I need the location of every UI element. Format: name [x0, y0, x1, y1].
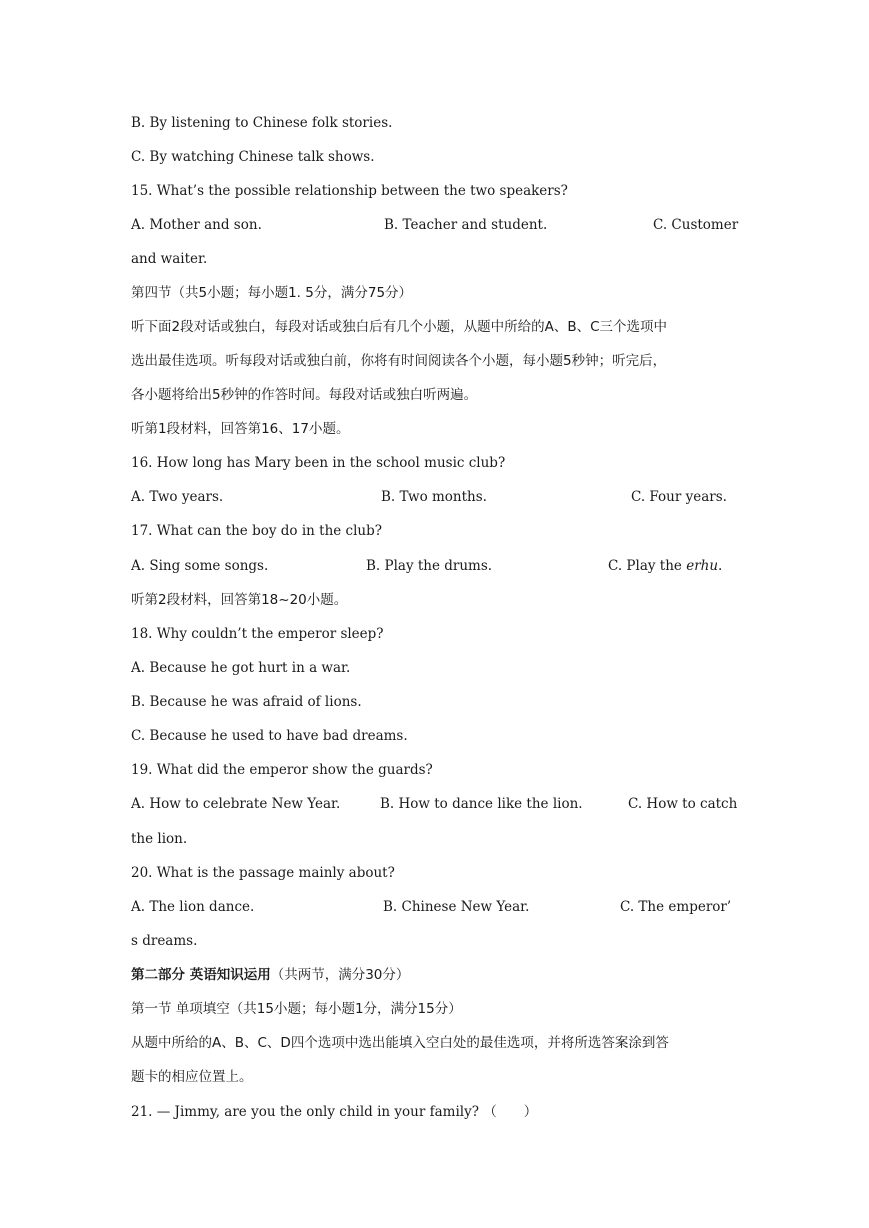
question-18: 18. Why couldn’t the emperor sleep?	[131, 626, 384, 642]
section-4-title: 第四节（共5小题；每小题1. 5分，满分75分）	[131, 285, 413, 301]
part-2-scoring: （共两节，满分30分）	[270, 967, 410, 983]
q19-option-c: C. How to catch	[628, 796, 738, 812]
section-4-instructions-3: 各小题将给出5秒钟的作答时间。每段对话或独白听两遍。	[131, 387, 478, 403]
q18-option-b: B. Because he was afraid of lions.	[131, 694, 362, 710]
question-16: 16. How long has Mary been in the school music club?	[131, 455, 506, 471]
q20-option-b: B. Chinese New Year.	[383, 899, 530, 915]
q17-option-c-italic: erhu	[686, 558, 719, 574]
section-1-instructions-2: 题卡的相应位置上。	[131, 1069, 253, 1085]
section-4-instructions-1: 听下面2段对话或独白，每段对话或独白后有几个小题，从题中所给的A、B、C三个选项中	[131, 319, 668, 335]
part-2-heading	[131, 966, 737, 984]
q20-option-a: A. The lion dance.	[131, 899, 255, 915]
q18-option-c: C. Because he used to have bad dreams.	[131, 728, 408, 744]
material-2-heading: 听第2段材料，回答第18~20小题。	[131, 592, 348, 608]
q20-option-c: C. The emperor’	[620, 899, 732, 915]
q17-option-c-period: .	[718, 558, 723, 574]
q19-option-a: A. How to celebrate New Year.	[131, 796, 341, 812]
q16-option-c: C. Four years.	[631, 489, 727, 505]
q19-option-c-continued: the lion.	[131, 831, 188, 847]
question-15: 15. What’s the possible relationship between the two speakers?	[131, 183, 568, 199]
q17-option-c-text: C. Play the	[608, 558, 687, 574]
section-1-instructions-1: 从题中所给的A、B、C、D四个选项中选出能填入空白处的最佳选项，并将所选答案涂到答	[131, 1035, 669, 1051]
q16-option-a: A. Two years.	[131, 489, 224, 505]
material-1-heading: 听第1段材料，回答第16、17小题。	[131, 421, 350, 437]
q15-option-c: C. Customer	[653, 217, 739, 233]
q17-option-a: A. Sing some songs.	[131, 558, 269, 574]
q15-option-b: B. Teacher and student.	[384, 217, 548, 233]
q18-option-a: A. Because he got hurt in a war.	[131, 660, 351, 676]
q17-option-b: B. Play the drums.	[366, 558, 493, 574]
q19-option-b: B. How to dance like the lion.	[380, 796, 583, 812]
question-17: 17. What can the boy do in the club?	[131, 523, 382, 539]
q17-option-c	[608, 557, 722, 575]
question-20: 20. What is the passage mainly about?	[131, 865, 395, 881]
q20-option-c-continued: s dreams.	[131, 933, 198, 949]
question-19: 19. What did the emperor show the guards?	[131, 762, 433, 778]
question-21: 21. — Jimmy, are you the only child in your family? （ ）	[131, 1104, 538, 1120]
q15-option-c-continued: and waiter.	[131, 251, 208, 267]
q16-option-b: B. Two months.	[381, 489, 487, 505]
q14-option-b: B. By listening to Chinese folk stories.	[131, 115, 393, 131]
q14-option-c: C. By watching Chinese talk shows.	[131, 149, 375, 165]
q15-option-a: A. Mother and son.	[131, 217, 262, 233]
part-2-title: 第二部分 英语知识运用	[131, 967, 271, 983]
section-1-title: 第一节 单项填空（共15小题；每小题1分，满分15分）	[131, 1001, 462, 1017]
section-4-instructions-2: 选出最佳选项。听每段对话或独白前，你将有时间阅读各个小题，每小题5秒钟；听完后，	[131, 353, 667, 369]
